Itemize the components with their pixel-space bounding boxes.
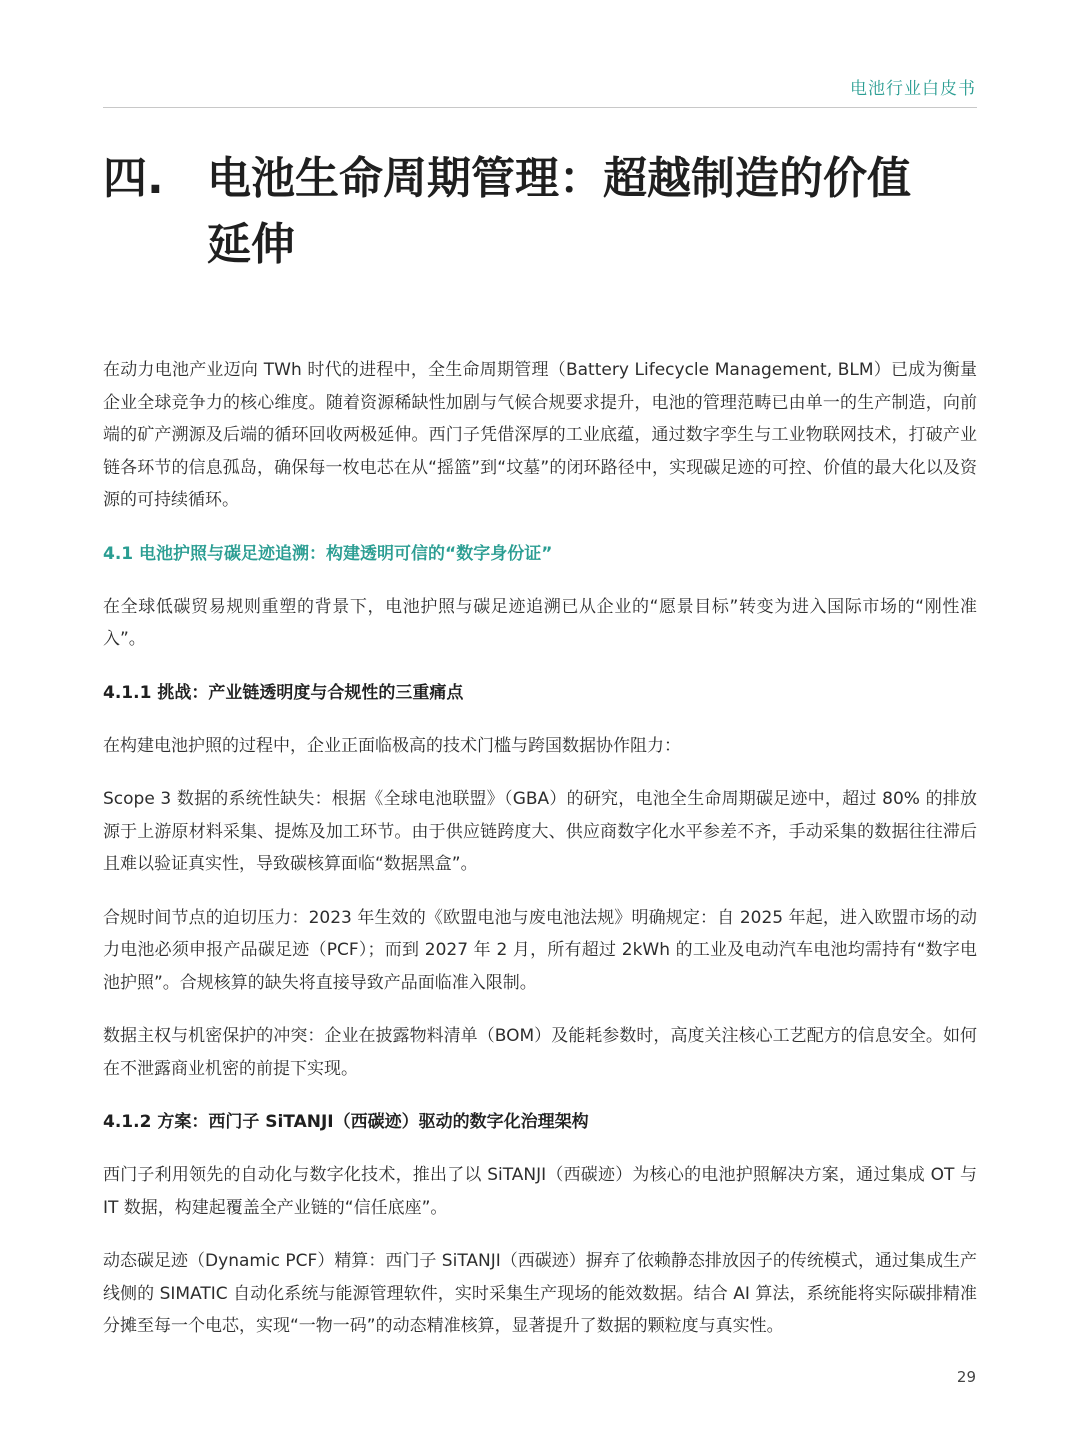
subsection-heading-4-1-2: 4.1.2 方案：西门子 SiTANJI（西碳迹）驱动的数字化治理架构 — [103, 1112, 589, 1132]
chapter-title: 电池生命周期管理：超越制造的价值延伸 — [207, 153, 911, 270]
intro-paragraph: 在动力电池产业迈向 TWh 时代的进程中，全生命周期管理（Battery Lifecycle Management, BLM）已成为衡量企业全球竞争力的核心维度。随着资源稀缺性加剧与气候合规要求提升，电池的管理范畴已由单一的生产制造，向前端的矿产溯源及后端的循环回收两极延伸。西门子凭借深厚的工业底蕴，通过数字孪生与工业物联网技术，打破产业链各环节的信息孤岛，确保每一枚电芯在从“摇篮”到“坟墓”的闭环路径中，实现碳足迹的可控、价值的最大化以及资源的可持续循环。 — [103, 360, 977, 510]
page-number: 29 — [956, 1368, 976, 1386]
page-body — [103, 354, 977, 1364]
challenge-scope3: Scope 3 数据的系统性缺失：根据《全球电池联盟》（GBA）的研究，电池全生命周期碳足迹中，超过 80% 的排放源于上游原材料采集、提炼及加工环节。由于供应链跨度大、供应商数字化水平参差不齐，手动采集的数据往往滞后且难以验证真实性，导致碳核算面临“数据黑盒”。 — [103, 789, 977, 874]
challenge-compliance: 合规时间节点的迫切压力：2023 年生效的《欧盟电池与废电池法规》明确规定：自 2025 年起，进入欧盟市场的动力电池必须申报产品碳足迹（PCF）；而到 2027 年 2 月，所有超过 2kWh 的工业及电动汽车电池均需持有“数字电池护照”。合规核算的缺失将直接导致产品面临准入限制。 — [103, 907, 977, 993]
section-4-1-1-intro: 在构建电池护照的过程中，企业正面临极高的技术门槛与跨国数据协作阻力： — [103, 735, 681, 756]
section-4-1-2-intro: 西门子利用领先的自动化与数字化技术，推出了以 SiTANJI（西碳迹）为核心的电池护照解决方案，通过集成 OT 与 IT 数据，构建起覆盖全产业链的“信任底座”。 — [103, 1165, 977, 1218]
running-header-title: 电池行业白皮书 — [850, 79, 976, 99]
chapter-number: 四. — [103, 153, 164, 204]
header-divider — [103, 107, 977, 108]
subsection-heading-4-1-1: 4.1.1 挑战：产业链透明度与合规性的三重痛点 — [103, 682, 464, 703]
section-heading-4-1: 4.1 电池护照与碳足迹追溯：构建透明可信的“数字身份证” — [103, 543, 553, 564]
solution-dynamic-pcf: 动态碳足迹（Dynamic PCF）精算：西门子 SiTANJI（西碳迹）摒弃了依赖静态排放因子的传统模式，通过集成生产线侧的 SIMATIC 自动化系统与能源管理软件，实时采集生产现场的能效数据。结合 AI 算法，系统能将实际碳排精准分摊至每一个电芯，实现“一物一码”的动态精准核算，显著提升了数据的颗粒度与真实性。 — [103, 1251, 977, 1336]
section-4-1-intro: 在全球低碳贸易规则重塑的背景下，电池护照与碳足迹追溯已从企业的“愿景目标”转变为进入国际市场的“刚性准入”。 — [103, 596, 977, 649]
challenge-data-sovereignty: 数据主权与机密保护的冲突：企业在披露物料清单（BOM）及能耗参数时，高度关注核心工艺配方的信息安全。如何在不泄露商业机密的前提下实现。 — [103, 1026, 977, 1079]
